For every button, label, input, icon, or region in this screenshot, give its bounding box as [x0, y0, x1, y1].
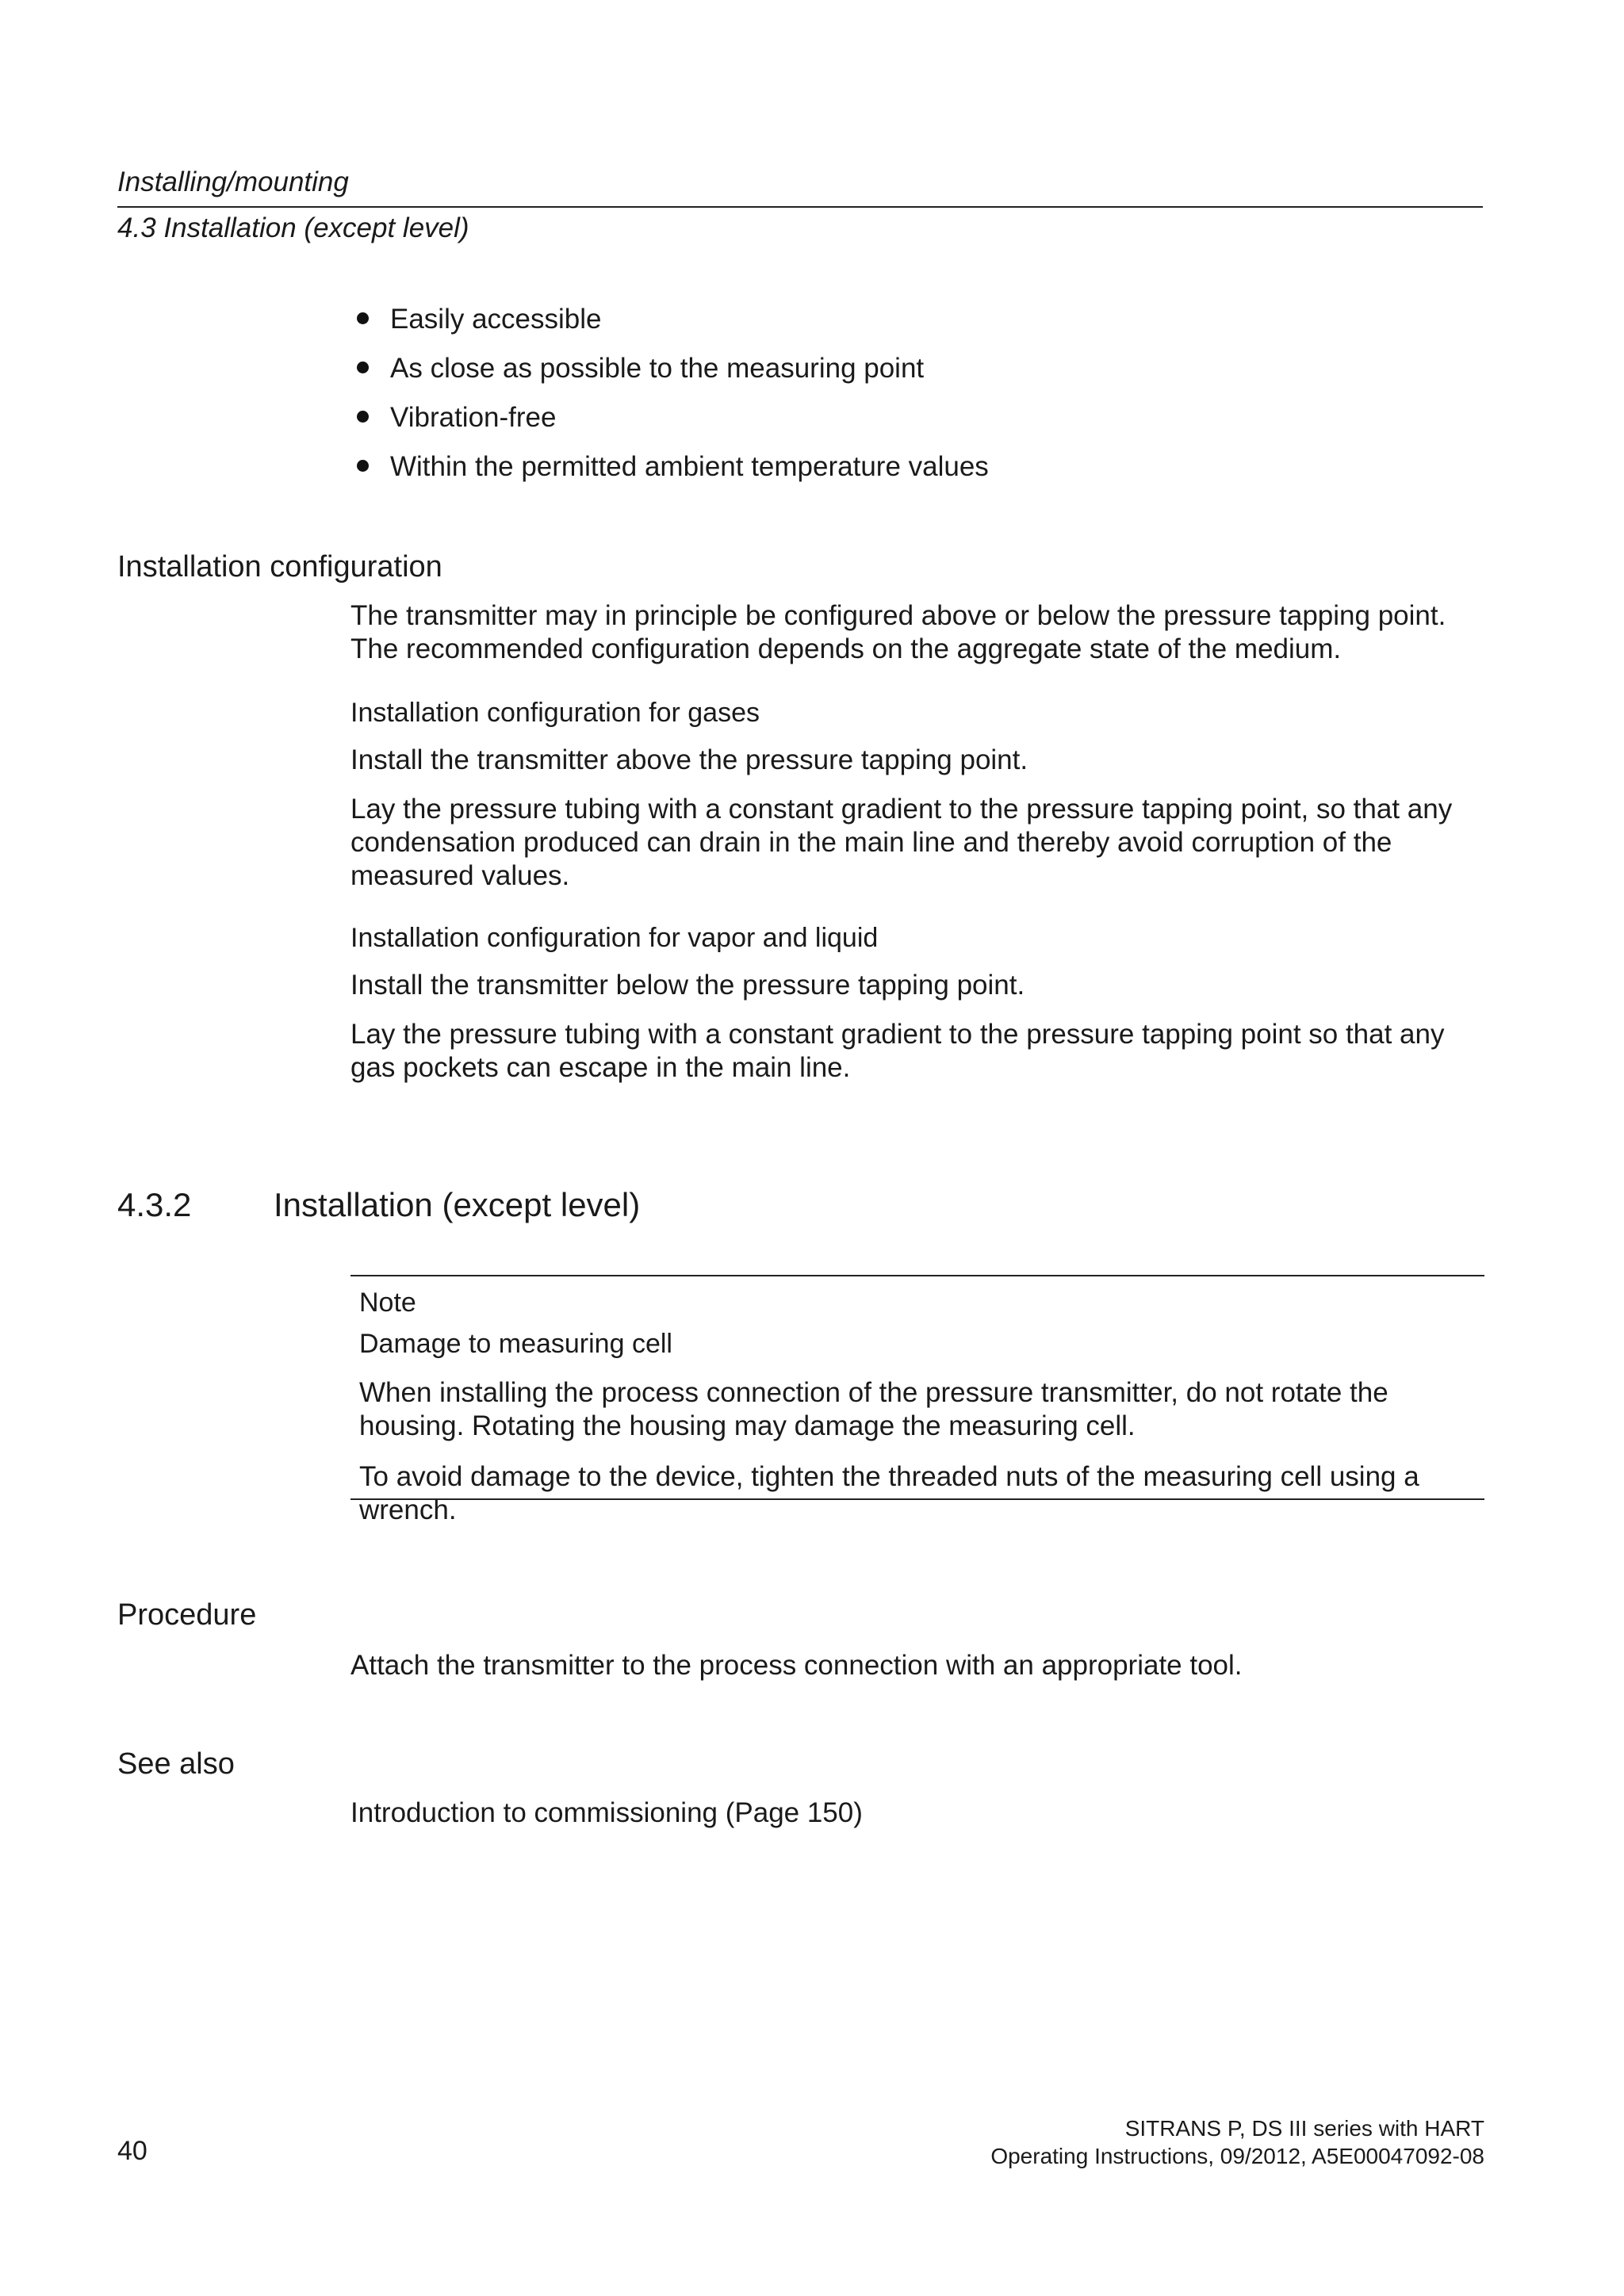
see-also-link[interactable]: Introduction to commissioning (Page 150)	[350, 1797, 863, 1828]
note-bottom-rule	[350, 1498, 1484, 1500]
bullet-icon	[357, 411, 369, 423]
footer-product: SITRANS P, DS III series with HART	[1124, 2116, 1484, 2141]
running-header-chapter: Installing/mounting	[117, 166, 349, 197]
vapor-liquid-paragraph-2: Lay the pressure tubing with a constant gradient to the pressure tapping point so that any gas pockets can escape in the main line.	[350, 1019, 1445, 1083]
section-number: 4.3.2	[117, 1186, 192, 1223]
list-item: As close as possible to the measuring point	[350, 352, 1484, 401]
list-item: Easily accessible	[350, 303, 1484, 352]
page-number: 40	[117, 2136, 147, 2166]
note-paragraph-2: To avoid damage to the device, tighten the threaded nuts of the measuring cell using a wrench.	[359, 1461, 1419, 1525]
note-label: Note	[359, 1288, 416, 1318]
footer-doc-info: Operating Instructions, 09/2012, A5E00047092-08	[990, 2144, 1484, 2168]
note-title: Damage to measuring cell	[359, 1329, 672, 1359]
gases-paragraph-2: Lay the pressure tubing with a constant gradient to the pressure tapping point, so that any condensation produced can drain in the main line and thereby avoid corruption of the measured values.	[350, 794, 1453, 891]
vapor-liquid-paragraph-1: Install the transmitter below the pressure tapping point.	[350, 970, 1025, 1001]
bullet-icon	[357, 460, 369, 472]
running-header-section: 4.3 Installation (except level)	[117, 212, 469, 243]
gases-paragraph-1: Install the transmitter above the pressure tapping point.	[350, 744, 1028, 775]
section-title: Installation (except level)	[274, 1186, 641, 1223]
note-top-rule	[350, 1275, 1484, 1276]
header-rule	[117, 206, 1483, 208]
gases-heading: Installation configuration for gases	[350, 698, 760, 728]
see-also-heading: See also	[117, 1747, 235, 1781]
requirements-list	[350, 303, 1484, 499]
bullet-icon	[357, 362, 369, 373]
procedure-heading: Procedure	[117, 1598, 257, 1632]
list-item: Vibration-free	[350, 401, 1484, 450]
note-paragraph-1: When installing the process connection of the pressure transmitter, do not rotate the housing. Rotating the housing may damage the measuring cell.	[359, 1377, 1388, 1441]
bullet-icon	[357, 312, 369, 324]
installation-configuration-intro: The transmitter may in principle be configured above or below the pressure tapping point. The recommended configuration depends on the aggregate state of the medium.	[350, 600, 1446, 664]
list-item: Within the permitted ambient temperature values	[350, 450, 1484, 499]
installation-configuration-heading: Installation configuration	[117, 550, 442, 584]
vapor-liquid-heading: Installation configuration for vapor and liquid	[350, 923, 879, 953]
procedure-text: Attach the transmitter to the process connection with an appropriate tool.	[350, 1650, 1243, 1681]
